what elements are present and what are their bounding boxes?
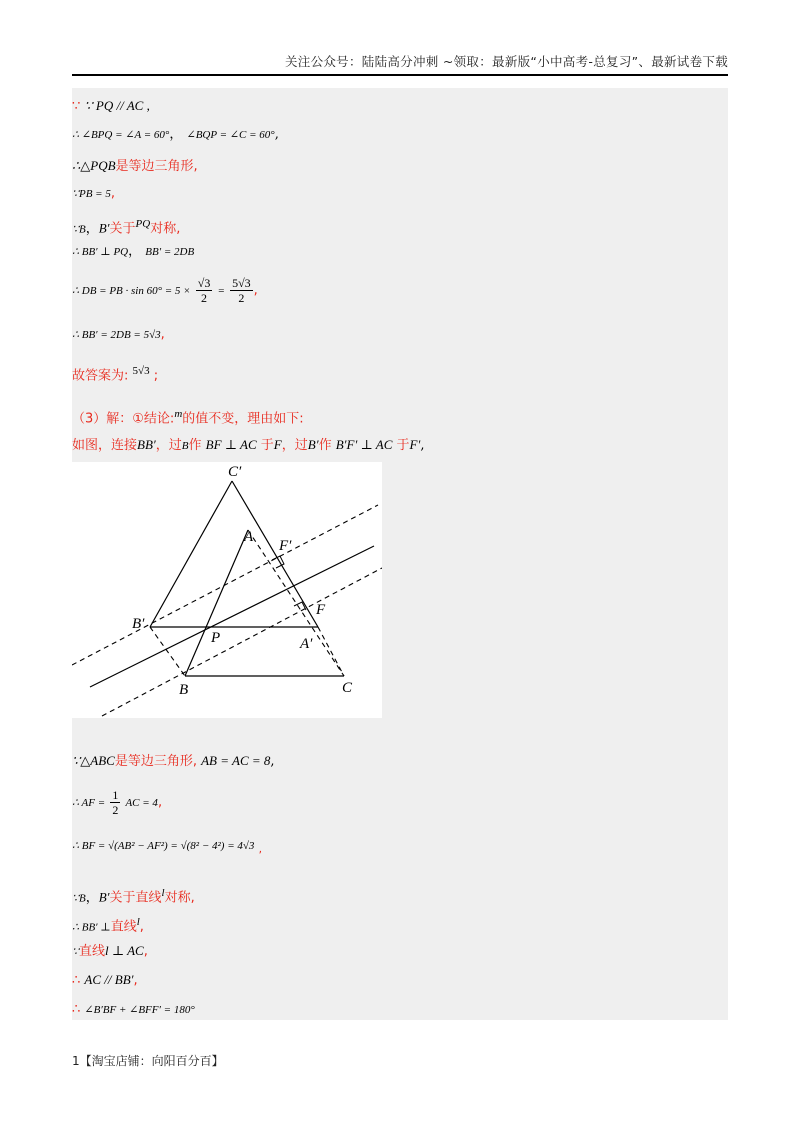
- because-symbol: ∵: [72, 99, 85, 114]
- line-14: ∴ BF = √(AB² − AF²) = √(8² − 4²) = 4√3 $_,$: [72, 840, 263, 856]
- line-11: 如图，连接BB′，过B作 BF ⊥ AC 于F，过B′作 B′F′ ⊥ AC 于F′,: [72, 437, 425, 453]
- line-3: ∴△PQB是等边三角形,: [72, 158, 198, 174]
- line-10: （3）解：①结论:$^m$的值不变，理由如下:: [72, 408, 304, 427]
- line-9: 故答案为: $^{5√3}$ ;: [72, 365, 159, 384]
- line-13: ∴ AF = $\frac{1}{2}$ AC = 4,: [72, 788, 163, 817]
- segment-b-a: [185, 530, 248, 676]
- label-a: A: [244, 529, 254, 545]
- label-c: C: [342, 680, 353, 696]
- label-p: P: [211, 630, 221, 646]
- line-18: ∴ AC // BB′,: [72, 972, 138, 988]
- fraction-sqrt3-over-2: $\frac{√3}{2}$: [197, 276, 211, 305]
- dashed-line-lower: [102, 568, 382, 716]
- label-b: B: [179, 682, 189, 698]
- line-15: ∵B，B′关于直线$^l$对称,: [72, 887, 195, 906]
- line-6: ∴ BB′ ⊥ PQ， BB′ = 2DB: [72, 244, 195, 259]
- line-2: ∴ ∠BPQ = ∠A = 60°， ∠BQP = ∠C = 60°,: [72, 127, 279, 142]
- label-f-prime: F′: [279, 538, 292, 554]
- line-12: ∵△ABC是等边三角形, AB = AC = 8,: [72, 753, 275, 769]
- fraction-one-half: $\frac{1}{2}$: [112, 788, 119, 817]
- page-footer: [72, 1052, 224, 1069]
- dashed-a-prime-c: [318, 627, 344, 676]
- line-1-math: ∵ PQ // AC ,: [84, 98, 150, 113]
- page-header: [72, 52, 728, 76]
- dashed-line-upper: [72, 505, 378, 665]
- dashed-a-c: [248, 530, 344, 676]
- label-b-prime: B′: [132, 616, 145, 632]
- fraction-5sqrt3-over-2: $\frac{5√3}{2}$: [232, 276, 251, 305]
- segment-c-prime-b-prime: [150, 481, 232, 627]
- footer-text: 1【淘宝店铺：向阳百分百】: [72, 1054, 224, 1068]
- line-5: ∵B，B′关于$^{PQ}$对称,: [72, 218, 181, 237]
- dashed-b-prime-b: [150, 627, 185, 676]
- segment-c-prime-a-prime: [232, 481, 318, 627]
- header-text: 关注公众号：陆陆高分冲刺 ~领取：最新版“小中高考-总复习”、最新试卷下载: [284, 54, 728, 69]
- line-19: ∴ ∠B′BF + ∠BFF′ = 180°: [72, 1002, 195, 1017]
- geometry-figure: [72, 462, 382, 718]
- label-a-prime: A′: [300, 636, 313, 652]
- label-c-prime: C′: [228, 464, 242, 480]
- line-1: [72, 97, 150, 116]
- line-8: ∴ BB′ = 2DB = 5√3,: [72, 327, 165, 342]
- line-16: ∴ BB′ ⊥直线$^l$,: [72, 916, 144, 935]
- label-f: F: [316, 602, 326, 618]
- line-17: ∵直线l ⊥ AC,: [72, 943, 148, 959]
- line-4: ∵PB = 5,: [72, 186, 116, 201]
- line-7: ∴ DB = PB · sin 60° = 5 × $\frac{√3}{2}$ = $\frac{5√3}{2}$ ,: [72, 276, 258, 305]
- geometry-diagram: [72, 462, 382, 718]
